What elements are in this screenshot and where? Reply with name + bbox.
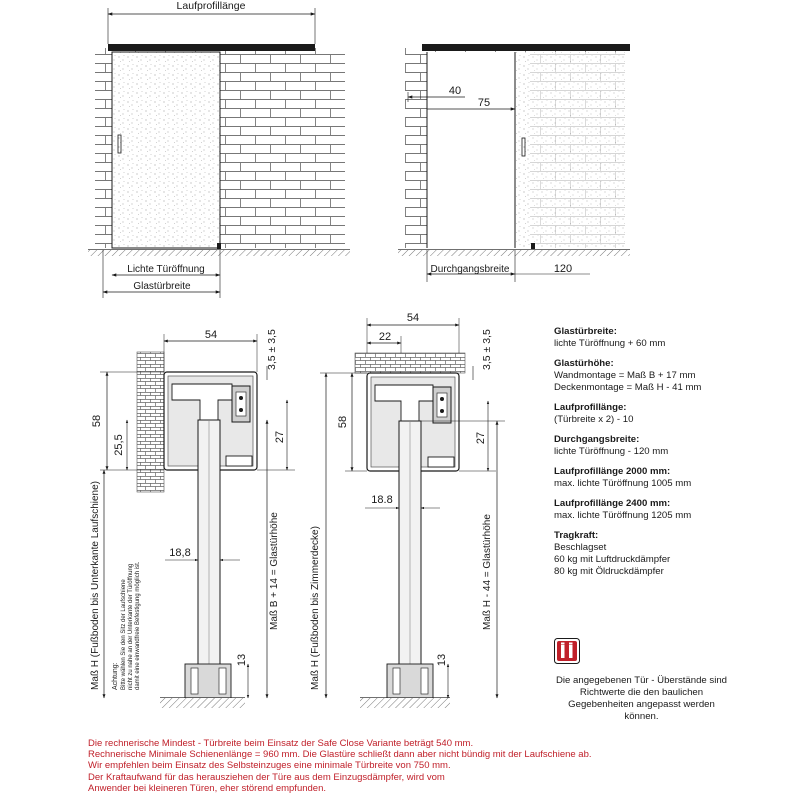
notes-block [88,738,728,794]
spec-line: lichte Türöffnung + 60 mm [554,338,666,349]
dim-120: 120 [553,263,573,275]
info-text: Die angegebenen Tür - Überstände sind Richtwerte die den baulichen Gegebenheiten angepasst werden können. [555,675,728,722]
note-line: Der Kraftaufwand für das herausziehen der Türe aus dem Einzugsdämpfer, wird vom [88,771,445,783]
rail-right [422,44,630,51]
spec-line: max. lichte Türöffnung 1205 mm [554,510,692,521]
dim-54-left: 54 [204,329,218,341]
spec-item [554,530,794,578]
dim-27-right: 27 [475,431,487,445]
wall-section-left [137,352,164,492]
note-line-2: nicht zu nahe an der Unterkante der Türöffnung [128,563,134,690]
elevation-left [88,0,350,298]
spec-line: Wandmontage = Maß B + 17 mm [554,370,696,381]
floor-hatch-right [398,250,630,256]
label-durchgangsbreite: Durchgangsbreite [430,264,510,275]
floor-guide-left [217,243,221,249]
dim-22-right: 22 [378,331,392,343]
floor-guide-right [531,243,535,249]
spec-heading: Glastürhöhe: [554,358,614,369]
info-block [554,638,794,723]
spec-item [554,498,794,522]
spec-heading: Laufprofillänge: [554,402,627,413]
spec-line: 80 kg mit Öldruckdämpfer [554,566,664,577]
dim-255-left: 25,5 [113,434,125,456]
ceiling-section [355,353,465,373]
note-title: Achtung: [112,662,119,690]
section-wall-mount [90,329,295,708]
spec-line: Beschlagset [554,542,607,553]
note-line: Wir empfehlen beim Einsatz des Selbsteinzuges eine minimale Türbreite von 750 mm. [88,760,451,772]
spec-line: (Türbreite x 2) - 10 [554,414,634,425]
info-icon [554,638,580,664]
note-line-1: Bitte wählen Sie den Sitz der Laufschiene [121,579,127,690]
label-mass-h44-right: Maß H - 44 = Glastürhöhe [482,514,493,630]
spec-line: Deckenmontage = Maß H - 41 mm [554,382,702,393]
label-glastuerbreite: Glastürbreite [133,281,191,292]
spec-heading: Glastürbreite: [554,326,617,337]
spec-item [554,466,794,490]
dim-13-left: 13 [236,653,248,667]
spec-heading: Tragkraft: [554,530,599,541]
spec-line: max. lichte Türöffnung 1005 mm [554,478,692,489]
dim-188-right: 18.8 [371,494,393,506]
spec-line: lichte Türöffnung - 120 mm [554,446,669,457]
rail-left [108,44,315,51]
glass-door-left [112,52,220,248]
dim-58-left: 58 [91,414,103,428]
spec-line: 60 kg mit Luftdruckdämpfer [554,554,671,565]
spec-item [554,434,794,458]
dim-35-right: 3,5 ± 3,5 [481,329,493,370]
label-laufprofillaenge: Laufprofillänge [176,0,246,12]
spec-heading: Laufprofillänge 2000 mm: [554,466,671,477]
door-opening-right [427,52,515,248]
dim-75: 75 [477,97,491,109]
spec-list [554,326,794,586]
dim-188-left: 18,8 [169,547,191,559]
note-line-3: damit eine einwandfreie Befestigung möglich ist. [135,561,141,690]
spec-item [554,358,794,394]
dim-13-right: 13 [436,653,448,667]
spec-heading: Durchgangsbreite: [554,434,640,445]
dim-40: 40 [448,85,462,97]
note-line: Die rechnerische Mindest - Türbreite beim Einsatz der Safe Close Variante beträgt 540 mm. [88,738,474,749]
glass-door-edge-right [515,52,530,248]
spec-heading: Laufprofillänge 2400 mm: [554,498,671,509]
dim-27-left: 27 [274,430,286,444]
dim-35-left: 3,5 ± 3,5 [266,329,278,370]
label-mass-h-right: Maß H (Fußboden bis Zimmerdecke) [310,526,321,690]
spec-item [554,402,794,426]
dim-54-right: 54 [406,312,420,324]
dim-58-right: 58 [337,415,349,429]
note-line: Rechnerische Minimale Schienenlänge = 960 mm. Die Glastüre schließt dann aber nicht bündig mit der Laufschiene ab. [88,749,592,761]
section-ceiling-mount [310,312,505,708]
label-lichte-tueroeffnung: Lichte Türöffnung [127,264,205,275]
note-line: Anwender bei kleineren Türen, eher störend empfunden. [88,782,327,794]
label-mass-b-left: Maß B + 14 = Glastürhöhe [269,512,280,630]
floor-hatch-left [88,250,350,256]
spec-item [554,326,794,350]
elevation-right [398,44,630,282]
label-mass-h-left: Maß H (Fußboden bis Unterkante Laufschiene) [90,481,101,690]
